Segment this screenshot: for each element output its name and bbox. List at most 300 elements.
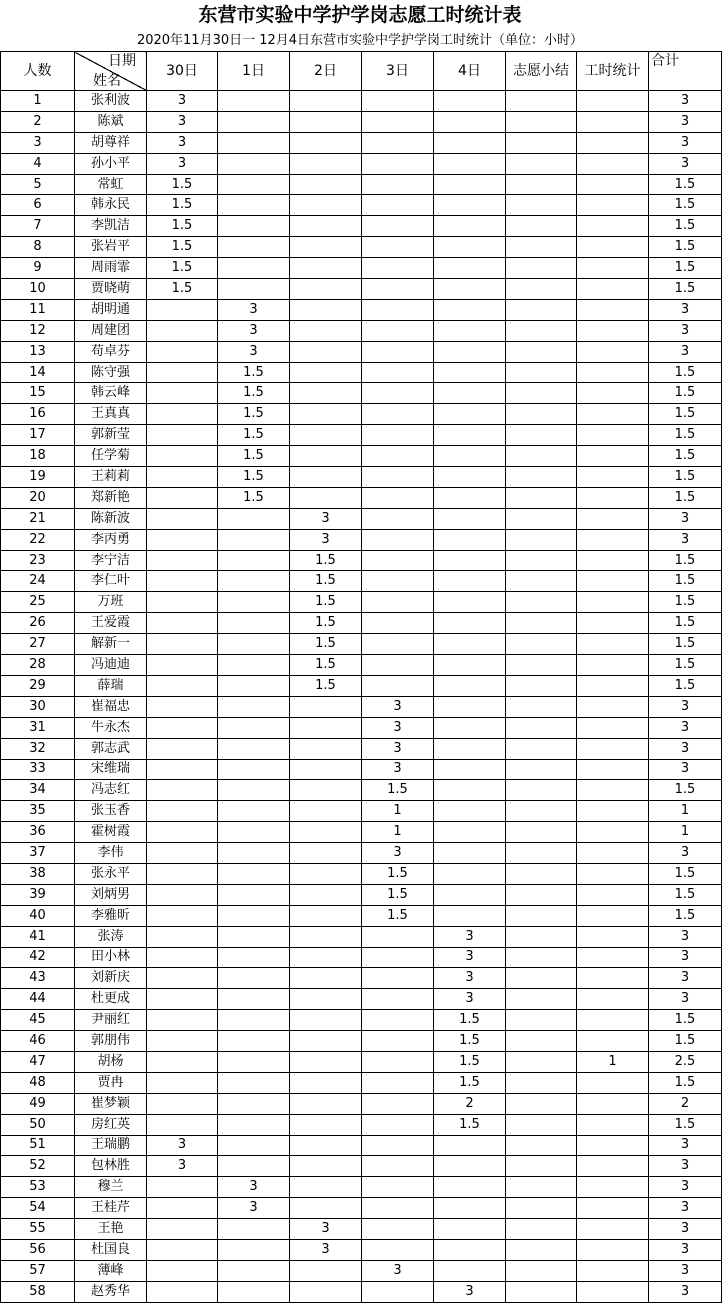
cell-index[interactable]: 19 (1, 467, 75, 488)
cell-day-1[interactable] (218, 696, 290, 717)
cell-day-4[interactable] (434, 717, 506, 738)
cell-name[interactable]: 贾晓萌 (75, 279, 147, 300)
cell-day-30[interactable] (147, 320, 218, 341)
cell-day-4[interactable] (434, 1177, 506, 1198)
cell-summary[interactable] (506, 153, 577, 174)
cell-day-2[interactable] (290, 153, 362, 174)
cell-index[interactable]: 13 (1, 341, 75, 362)
cell-index[interactable]: 1 (1, 91, 75, 112)
cell-name[interactable]: 王桂芹 (75, 1198, 147, 1219)
cell-day-3[interactable]: 3 (362, 759, 434, 780)
cell-hours[interactable] (577, 258, 649, 279)
cell-index[interactable]: 45 (1, 1010, 75, 1031)
cell-day-3[interactable] (362, 1177, 434, 1198)
cell-hours[interactable] (577, 320, 649, 341)
cell-day-30[interactable] (147, 446, 218, 467)
cell-day-4[interactable] (434, 759, 506, 780)
cell-day-4[interactable] (434, 738, 506, 759)
cell-hours[interactable] (577, 801, 649, 822)
cell-summary[interactable] (506, 989, 577, 1010)
cell-day-30[interactable] (147, 759, 218, 780)
cell-index[interactable]: 52 (1, 1156, 75, 1177)
cell-day-2[interactable] (290, 1135, 362, 1156)
cell-day-2[interactable]: 3 (290, 1219, 362, 1240)
cell-summary[interactable] (506, 132, 577, 153)
cell-day-2[interactable]: 3 (290, 1239, 362, 1260)
cell-hours[interactable] (577, 1239, 649, 1260)
cell-day-30[interactable] (147, 467, 218, 488)
cell-day-30[interactable] (147, 968, 218, 989)
cell-hours[interactable] (577, 1093, 649, 1114)
cell-day-4[interactable] (434, 487, 506, 508)
cell-day-3[interactable]: 1 (362, 801, 434, 822)
cell-day-4[interactable] (434, 1156, 506, 1177)
cell-day-1[interactable] (218, 1072, 290, 1093)
cell-day-4[interactable] (434, 216, 506, 237)
cell-summary[interactable] (506, 1281, 577, 1302)
cell-name[interactable]: 胡杨 (75, 1051, 147, 1072)
cell-day-1[interactable] (218, 1031, 290, 1052)
cell-index[interactable]: 58 (1, 1281, 75, 1302)
cell-day-3[interactable] (362, 1198, 434, 1219)
cell-day-2[interactable]: 1.5 (290, 592, 362, 613)
cell-index[interactable]: 7 (1, 216, 75, 237)
cell-summary[interactable] (506, 258, 577, 279)
cell-day-2[interactable] (290, 801, 362, 822)
cell-total[interactable]: 3 (649, 1198, 722, 1219)
cell-day-3[interactable] (362, 216, 434, 237)
cell-day-4[interactable] (434, 1135, 506, 1156)
cell-day-2[interactable] (290, 237, 362, 258)
cell-summary[interactable] (506, 1010, 577, 1031)
cell-day-4[interactable] (434, 780, 506, 801)
cell-day-2[interactable] (290, 195, 362, 216)
cell-day-4[interactable] (434, 843, 506, 864)
cell-summary[interactable] (506, 1031, 577, 1052)
cell-name[interactable]: 宋维瑞 (75, 759, 147, 780)
cell-summary[interactable] (506, 508, 577, 529)
cell-day-1[interactable]: 1.5 (218, 467, 290, 488)
cell-day-30[interactable] (147, 905, 218, 926)
cell-index[interactable]: 14 (1, 362, 75, 383)
cell-index[interactable]: 39 (1, 884, 75, 905)
cell-total[interactable]: 3 (649, 1135, 722, 1156)
cell-day-4[interactable] (434, 529, 506, 550)
cell-summary[interactable] (506, 634, 577, 655)
cell-day-3[interactable] (362, 1114, 434, 1135)
cell-day-2[interactable] (290, 843, 362, 864)
cell-day-4[interactable] (434, 446, 506, 467)
cell-day-3[interactable] (362, 1031, 434, 1052)
cell-day-1[interactable] (218, 91, 290, 112)
cell-total[interactable]: 3 (649, 759, 722, 780)
cell-day-1[interactable] (218, 738, 290, 759)
cell-total[interactable]: 1.5 (649, 446, 722, 467)
cell-day-2[interactable] (290, 446, 362, 467)
cell-day-1[interactable] (218, 780, 290, 801)
cell-index[interactable]: 5 (1, 174, 75, 195)
cell-day-30[interactable] (147, 780, 218, 801)
cell-day-3[interactable] (362, 487, 434, 508)
cell-day-30[interactable]: 3 (147, 91, 218, 112)
cell-day-4[interactable]: 1.5 (434, 1051, 506, 1072)
cell-day-1[interactable] (218, 926, 290, 947)
cell-index[interactable]: 53 (1, 1177, 75, 1198)
cell-total[interactable]: 3 (649, 1156, 722, 1177)
cell-index[interactable]: 38 (1, 863, 75, 884)
cell-day-4[interactable] (434, 425, 506, 446)
header-name-date[interactable] (75, 52, 147, 91)
cell-total[interactable]: 1.5 (649, 258, 722, 279)
cell-hours[interactable] (577, 132, 649, 153)
cell-name[interactable]: 李丙勇 (75, 529, 147, 550)
cell-total[interactable]: 1.5 (649, 362, 722, 383)
cell-day-3[interactable] (362, 195, 434, 216)
cell-day-4[interactable]: 1.5 (434, 1114, 506, 1135)
cell-day-4[interactable]: 3 (434, 989, 506, 1010)
cell-index[interactable]: 8 (1, 237, 75, 258)
cell-hours[interactable] (577, 153, 649, 174)
cell-name[interactable]: 任学菊 (75, 446, 147, 467)
cell-day-1[interactable]: 1.5 (218, 362, 290, 383)
cell-hours[interactable] (577, 487, 649, 508)
cell-day-3[interactable] (362, 383, 434, 404)
cell-day-2[interactable] (290, 1093, 362, 1114)
cell-day-1[interactable]: 3 (218, 341, 290, 362)
header-day-1[interactable]: 1日 (218, 52, 290, 91)
cell-index[interactable]: 42 (1, 947, 75, 968)
cell-day-4[interactable] (434, 655, 506, 676)
cell-hours[interactable] (577, 341, 649, 362)
cell-name[interactable]: 王瑞鹏 (75, 1135, 147, 1156)
cell-day-1[interactable]: 1.5 (218, 446, 290, 467)
cell-day-2[interactable] (290, 467, 362, 488)
cell-day-4[interactable] (434, 404, 506, 425)
cell-hours[interactable] (577, 634, 649, 655)
cell-hours[interactable] (577, 1072, 649, 1093)
cell-total[interactable]: 3 (649, 947, 722, 968)
cell-day-2[interactable] (290, 132, 362, 153)
cell-day-2[interactable] (290, 738, 362, 759)
cell-index[interactable]: 11 (1, 299, 75, 320)
cell-day-4[interactable] (434, 132, 506, 153)
cell-summary[interactable] (506, 843, 577, 864)
cell-hours[interactable] (577, 759, 649, 780)
cell-day-3[interactable]: 3 (362, 717, 434, 738)
cell-day-2[interactable] (290, 299, 362, 320)
cell-day-4[interactable] (434, 1198, 506, 1219)
cell-total[interactable]: 3 (649, 341, 722, 362)
cell-total[interactable]: 1.5 (649, 1031, 722, 1052)
cell-day-2[interactable] (290, 111, 362, 132)
header-summary[interactable]: 志愿小结 (506, 52, 577, 91)
cell-day-1[interactable]: 3 (218, 1198, 290, 1219)
cell-day-4[interactable]: 3 (434, 947, 506, 968)
cell-day-2[interactable] (290, 258, 362, 279)
cell-day-4[interactable] (434, 91, 506, 112)
cell-day-2[interactable] (290, 947, 362, 968)
cell-day-2[interactable] (290, 1051, 362, 1072)
cell-summary[interactable] (506, 299, 577, 320)
cell-day-2[interactable] (290, 1177, 362, 1198)
cell-day-30[interactable] (147, 550, 218, 571)
cell-day-30[interactable] (147, 508, 218, 529)
cell-index[interactable]: 44 (1, 989, 75, 1010)
cell-day-4[interactable] (434, 592, 506, 613)
header-day-2[interactable]: 2日 (290, 52, 362, 91)
cell-day-30[interactable] (147, 926, 218, 947)
cell-day-30[interactable] (147, 613, 218, 634)
cell-name[interactable]: 郑新艳 (75, 487, 147, 508)
cell-day-2[interactable] (290, 989, 362, 1010)
cell-hours[interactable] (577, 843, 649, 864)
cell-day-3[interactable]: 1.5 (362, 884, 434, 905)
cell-summary[interactable] (506, 362, 577, 383)
cell-day-1[interactable] (218, 195, 290, 216)
cell-day-30[interactable] (147, 404, 218, 425)
cell-name[interactable]: 穆兰 (75, 1177, 147, 1198)
cell-day-30[interactable] (147, 1198, 218, 1219)
cell-name[interactable]: 霍树霞 (75, 822, 147, 843)
cell-day-3[interactable] (362, 1239, 434, 1260)
cell-summary[interactable] (506, 487, 577, 508)
cell-summary[interactable] (506, 1177, 577, 1198)
cell-day-1[interactable] (218, 1051, 290, 1072)
cell-index[interactable]: 54 (1, 1198, 75, 1219)
cell-day-30[interactable] (147, 822, 218, 843)
cell-summary[interactable] (506, 529, 577, 550)
cell-name[interactable]: 张涛 (75, 926, 147, 947)
cell-day-1[interactable]: 1.5 (218, 383, 290, 404)
cell-day-30[interactable] (147, 487, 218, 508)
cell-day-30[interactable]: 1.5 (147, 237, 218, 258)
cell-summary[interactable] (506, 1093, 577, 1114)
cell-day-30[interactable] (147, 1239, 218, 1260)
cell-hours[interactable] (577, 111, 649, 132)
cell-hours[interactable] (577, 1219, 649, 1240)
cell-name[interactable]: 王真真 (75, 404, 147, 425)
cell-total[interactable]: 1 (649, 801, 722, 822)
cell-day-1[interactable] (218, 1093, 290, 1114)
cell-day-4[interactable]: 2 (434, 1093, 506, 1114)
cell-day-4[interactable] (434, 383, 506, 404)
cell-day-30[interactable] (147, 299, 218, 320)
cell-hours[interactable] (577, 1260, 649, 1281)
cell-total[interactable]: 3 (649, 926, 722, 947)
cell-summary[interactable] (506, 1260, 577, 1281)
cell-day-2[interactable] (290, 926, 362, 947)
cell-index[interactable]: 48 (1, 1072, 75, 1093)
cell-index[interactable]: 41 (1, 926, 75, 947)
cell-index[interactable]: 15 (1, 383, 75, 404)
cell-day-1[interactable] (218, 1260, 290, 1281)
cell-summary[interactable] (506, 926, 577, 947)
cell-summary[interactable] (506, 1051, 577, 1072)
cell-day-1[interactable]: 1.5 (218, 487, 290, 508)
cell-day-4[interactable] (434, 571, 506, 592)
cell-index[interactable]: 49 (1, 1093, 75, 1114)
cell-summary[interactable] (506, 738, 577, 759)
cell-day-1[interactable]: 1.5 (218, 404, 290, 425)
cell-day-30[interactable]: 1.5 (147, 258, 218, 279)
cell-total[interactable]: 3 (649, 508, 722, 529)
cell-hours[interactable] (577, 592, 649, 613)
cell-hours[interactable] (577, 383, 649, 404)
cell-day-3[interactable]: 1.5 (362, 863, 434, 884)
header-day-4[interactable]: 4日 (434, 52, 506, 91)
cell-name[interactable]: 冯志红 (75, 780, 147, 801)
cell-day-30[interactable] (147, 1051, 218, 1072)
cell-day-2[interactable] (290, 404, 362, 425)
cell-name[interactable]: 崔福忠 (75, 696, 147, 717)
cell-summary[interactable] (506, 759, 577, 780)
cell-name[interactable]: 张利波 (75, 91, 147, 112)
cell-total[interactable]: 1.5 (649, 1114, 722, 1135)
cell-name[interactable]: 李伟 (75, 843, 147, 864)
cell-day-1[interactable] (218, 634, 290, 655)
cell-name[interactable]: 赵秀华 (75, 1281, 147, 1302)
cell-hours[interactable] (577, 404, 649, 425)
cell-name[interactable]: 杜更成 (75, 989, 147, 1010)
cell-day-4[interactable] (434, 1219, 506, 1240)
cell-day-3[interactable] (362, 1135, 434, 1156)
cell-total[interactable]: 1.5 (649, 905, 722, 926)
cell-day-3[interactable] (362, 655, 434, 676)
cell-day-2[interactable] (290, 487, 362, 508)
cell-day-30[interactable]: 3 (147, 1156, 218, 1177)
cell-total[interactable]: 3 (649, 91, 722, 112)
cell-day-2[interactable] (290, 425, 362, 446)
cell-day-2[interactable] (290, 780, 362, 801)
cell-hours[interactable] (577, 613, 649, 634)
cell-hours[interactable] (577, 1281, 649, 1302)
cell-day-4[interactable] (434, 174, 506, 195)
cell-index[interactable]: 46 (1, 1031, 75, 1052)
cell-day-1[interactable] (218, 571, 290, 592)
cell-day-1[interactable] (218, 655, 290, 676)
cell-day-2[interactable]: 1.5 (290, 571, 362, 592)
cell-summary[interactable] (506, 216, 577, 237)
cell-hours[interactable] (577, 863, 649, 884)
cell-index[interactable]: 51 (1, 1135, 75, 1156)
cell-day-3[interactable]: 1.5 (362, 780, 434, 801)
cell-index[interactable]: 20 (1, 487, 75, 508)
cell-day-30[interactable] (147, 425, 218, 446)
cell-name[interactable]: 周建团 (75, 320, 147, 341)
cell-total[interactable]: 1.5 (649, 467, 722, 488)
cell-day-1[interactable] (218, 132, 290, 153)
cell-index[interactable]: 17 (1, 425, 75, 446)
cell-name[interactable]: 孙小平 (75, 153, 147, 174)
cell-day-1[interactable] (218, 884, 290, 905)
cell-index[interactable]: 9 (1, 258, 75, 279)
cell-day-2[interactable]: 3 (290, 529, 362, 550)
cell-day-30[interactable]: 3 (147, 153, 218, 174)
cell-index[interactable]: 36 (1, 822, 75, 843)
cell-total[interactable]: 1.5 (649, 279, 722, 300)
cell-name[interactable]: 陈新波 (75, 508, 147, 529)
cell-day-1[interactable]: 1.5 (218, 425, 290, 446)
cell-day-1[interactable] (218, 592, 290, 613)
cell-total[interactable]: 1.5 (649, 216, 722, 237)
cell-day-1[interactable] (218, 863, 290, 884)
cell-day-2[interactable]: 1.5 (290, 675, 362, 696)
cell-name[interactable]: 周雨霏 (75, 258, 147, 279)
cell-day-3[interactable] (362, 529, 434, 550)
cell-hours[interactable] (577, 216, 649, 237)
cell-hours[interactable] (577, 822, 649, 843)
cell-day-1[interactable] (218, 968, 290, 989)
cell-total[interactable]: 3 (649, 1281, 722, 1302)
cell-summary[interactable] (506, 174, 577, 195)
cell-summary[interactable] (506, 237, 577, 258)
cell-day-3[interactable] (362, 550, 434, 571)
cell-day-4[interactable] (434, 675, 506, 696)
cell-day-3[interactable] (362, 153, 434, 174)
cell-day-4[interactable] (434, 634, 506, 655)
cell-summary[interactable] (506, 696, 577, 717)
cell-index[interactable]: 10 (1, 279, 75, 300)
cell-day-2[interactable]: 1.5 (290, 550, 362, 571)
cell-total[interactable]: 1.5 (649, 425, 722, 446)
cell-day-30[interactable] (147, 738, 218, 759)
cell-day-30[interactable] (147, 1260, 218, 1281)
cell-day-1[interactable] (218, 905, 290, 926)
cell-day-4[interactable]: 3 (434, 1281, 506, 1302)
cell-summary[interactable] (506, 111, 577, 132)
cell-name[interactable]: 张岩平 (75, 237, 147, 258)
cell-name[interactable]: 杜国良 (75, 1239, 147, 1260)
cell-index[interactable]: 24 (1, 571, 75, 592)
cell-summary[interactable] (506, 801, 577, 822)
cell-day-1[interactable] (218, 717, 290, 738)
cell-day-3[interactable] (362, 1219, 434, 1240)
cell-index[interactable]: 47 (1, 1051, 75, 1072)
cell-total[interactable]: 1.5 (649, 780, 722, 801)
cell-summary[interactable] (506, 675, 577, 696)
cell-day-1[interactable] (218, 550, 290, 571)
cell-hours[interactable] (577, 780, 649, 801)
cell-day-2[interactable] (290, 968, 362, 989)
cell-total[interactable]: 1.5 (649, 613, 722, 634)
cell-day-3[interactable] (362, 467, 434, 488)
cell-index[interactable]: 18 (1, 446, 75, 467)
cell-day-4[interactable] (434, 195, 506, 216)
cell-summary[interactable] (506, 571, 577, 592)
cell-day-1[interactable] (218, 675, 290, 696)
cell-summary[interactable] (506, 863, 577, 884)
cell-name[interactable]: 郭志武 (75, 738, 147, 759)
cell-summary[interactable] (506, 1135, 577, 1156)
cell-day-4[interactable] (434, 884, 506, 905)
cell-day-30[interactable] (147, 592, 218, 613)
cell-hours[interactable] (577, 1135, 649, 1156)
cell-summary[interactable] (506, 822, 577, 843)
cell-total[interactable]: 1.5 (649, 237, 722, 258)
cell-day-1[interactable] (218, 759, 290, 780)
cell-day-3[interactable] (362, 237, 434, 258)
cell-total[interactable]: 3 (649, 1239, 722, 1260)
cell-hours[interactable] (577, 508, 649, 529)
cell-total[interactable]: 1.5 (649, 655, 722, 676)
cell-day-2[interactable] (290, 759, 362, 780)
cell-day-3[interactable] (362, 947, 434, 968)
header-day-30[interactable]: 30日 (147, 52, 218, 91)
cell-day-4[interactable] (434, 237, 506, 258)
cell-name[interactable]: 冯迪迪 (75, 655, 147, 676)
cell-summary[interactable] (506, 446, 577, 467)
cell-day-4[interactable] (434, 279, 506, 300)
